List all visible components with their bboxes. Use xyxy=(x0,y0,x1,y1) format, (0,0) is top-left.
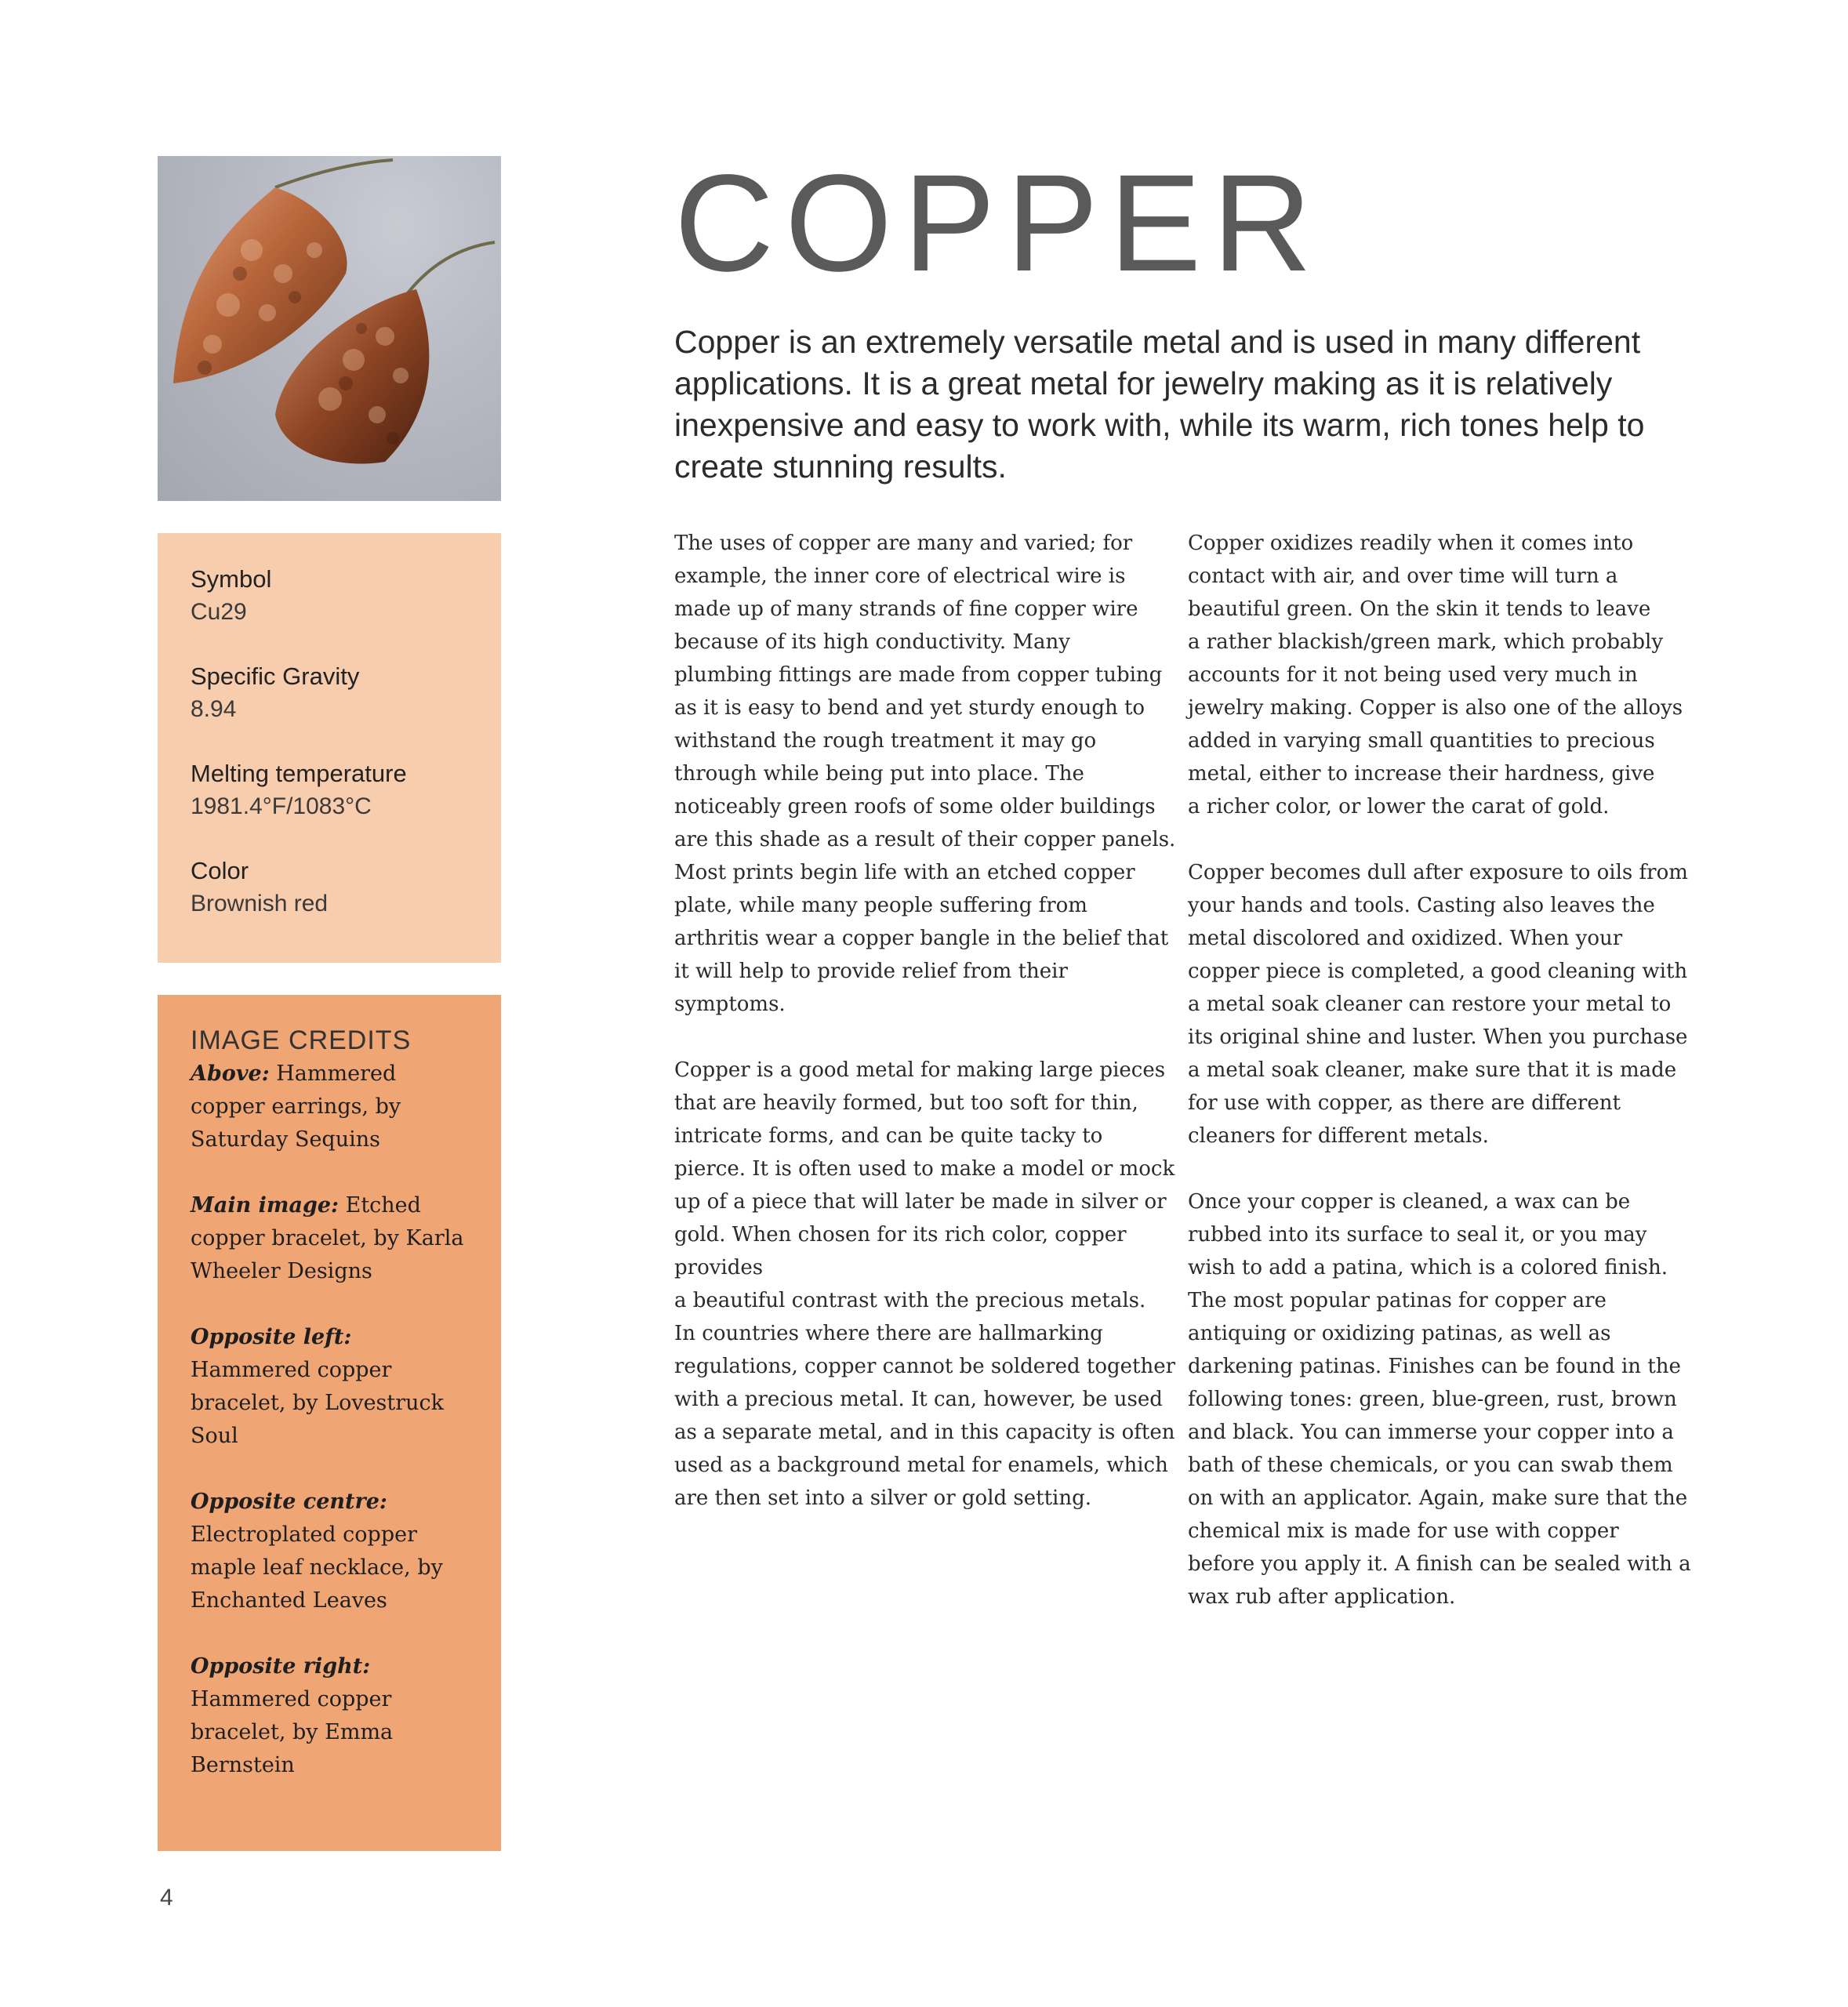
fact-value: 8.94 xyxy=(191,696,237,722)
body-line: example, the inner core of electrical wire is xyxy=(674,564,1126,588)
credit-item xyxy=(191,1486,468,1617)
credit-item xyxy=(191,1189,468,1288)
credit-text: Electroplated copper maple leaf necklace, by Enchanted Leaves xyxy=(191,1522,443,1613)
body-line: rubbed into its surface to seal it, or you may xyxy=(1188,1223,1647,1247)
body-line: because of its high conductivity. Many xyxy=(674,630,1070,654)
metal-facts-panel xyxy=(158,533,501,963)
body-line: accounts for it not being used very much in xyxy=(1188,663,1638,687)
body-line: plumbing fittings are made from copper tubing xyxy=(674,663,1163,687)
copper-earrings-image xyxy=(158,156,501,501)
body-line: bath of these chemicals, or you can swab them xyxy=(1188,1454,1673,1477)
body-line: wax rub after application. xyxy=(1188,1585,1456,1609)
credit-item xyxy=(191,1058,468,1156)
fact-label: Color xyxy=(191,857,249,884)
body-line: gold. When chosen for its rich color, copper xyxy=(674,1223,1127,1247)
body-column-right xyxy=(1188,527,1690,1646)
body-line: up of a piece that will later be made in silver or xyxy=(674,1190,1167,1214)
body-line: as a separate metal, and in this capacity is often xyxy=(674,1421,1175,1444)
body-line: a metal soak cleaner can restore your metal to xyxy=(1188,993,1672,1016)
body-line: your hands and tools. Casting also leaves the xyxy=(1188,894,1655,917)
body-line: pierce. It is often used to make a model or mock xyxy=(674,1157,1175,1181)
body-line: following tones: green, blue-green, rust, brown xyxy=(1188,1388,1677,1411)
credit-lead: Opposite left: xyxy=(191,1325,352,1349)
body-line: as it is easy to bend and yet sturdy enough to xyxy=(674,696,1145,720)
body-line: through while being put into place. The xyxy=(674,762,1084,786)
fact-label: Symbol xyxy=(191,565,272,593)
fact-value: 1981.4°F/1083°C xyxy=(191,793,372,819)
body-line: The most popular patinas for copper are xyxy=(1188,1289,1607,1312)
body-line: added in varying small quantities to precious xyxy=(1188,729,1655,753)
fact-symbol xyxy=(191,563,468,629)
body-line: its original shine and luster. When you purchase xyxy=(1188,1025,1688,1049)
body-line: made up of many strands of fine copper wire xyxy=(674,597,1138,621)
body-line: wish to add a patina, which is a colored finish. xyxy=(1188,1256,1668,1279)
credit-text: Etched copper bracelet, by Karla Wheeler Designs xyxy=(191,1193,464,1283)
body-line: intricate forms, and can be quite tacky to xyxy=(674,1124,1103,1148)
body-line: plate, while many people suffering from xyxy=(674,894,1087,917)
body-paragraph xyxy=(1188,527,1690,823)
body-line: are this shade as a result of their copper panels. xyxy=(674,828,1176,851)
body-line: Copper becomes dull after exposure to oils from xyxy=(1188,861,1688,884)
body-line: In countries where there are hallmarking xyxy=(674,1322,1103,1345)
intro-paragraph: Copper is an extremely versatile metal and is used in many different applications. It is a great metal for jewelry making as it is relatively inexpensive and easy to work with, while its warm, rich tones help to create stunning results. xyxy=(674,324,1645,485)
body-line: Copper is a good metal for making large pieces xyxy=(674,1058,1166,1082)
fact-specific-gravity xyxy=(191,660,468,726)
fact-value: Cu29 xyxy=(191,599,247,625)
body-line: for use with copper, as there are different xyxy=(1188,1091,1621,1115)
credit-lead: Opposite centre: xyxy=(191,1490,387,1514)
body-line: beautiful green. On the skin it tends to leave xyxy=(1188,597,1651,621)
body-line: antiquing or oxidizing patinas, as well as xyxy=(1188,1322,1611,1345)
body-line: before you apply it. A finish can be sealed with a xyxy=(1188,1552,1691,1576)
body-line: metal, either to increase their hardness, give xyxy=(1188,762,1655,786)
body-paragraph xyxy=(674,1054,1176,1515)
body-line: contact with air, and over time will turn a xyxy=(1188,564,1618,588)
fact-color xyxy=(191,855,468,920)
credit-text: Hammered copper earrings, by Saturday Sequins xyxy=(191,1062,401,1152)
body-line: provides xyxy=(674,1256,764,1279)
credit-text: Hammered copper bracelet, by Lovestruck Soul xyxy=(191,1358,445,1448)
body-line: darkening patinas. Finishes can be found in the xyxy=(1188,1355,1681,1378)
body-line: metal discolored and oxidized. When your xyxy=(1188,927,1623,950)
body-line: jewelry making. Copper is also one of the alloys xyxy=(1188,696,1683,720)
credit-lead: Main image: xyxy=(191,1193,339,1218)
body-line: a rather blackish/green mark, which probably xyxy=(1188,630,1664,654)
body-line: on with an applicator. Again, make sure that the xyxy=(1188,1486,1688,1510)
body-line: it will help to provide relief from their xyxy=(674,960,1068,983)
body-line: used as a background metal for enamels, which xyxy=(674,1454,1168,1477)
body-line: a metal soak cleaner, make sure that it is made xyxy=(1188,1058,1677,1082)
body-column-left xyxy=(674,527,1176,1548)
body-line: that are heavily formed, but too soft for thin, xyxy=(674,1091,1138,1115)
body-line: regulations, copper cannot be soldered together xyxy=(674,1355,1176,1378)
credit-item xyxy=(191,1650,468,1782)
credit-text: Hammered copper bracelet, by Emma Bernstein xyxy=(191,1687,394,1777)
body-line: chemical mix is made for use with copper xyxy=(1188,1519,1619,1543)
body-line: with a precious metal. It can, however, be used xyxy=(674,1388,1163,1411)
image-credits-panel xyxy=(158,995,501,1851)
body-line: Once your copper is cleaned, a wax can be xyxy=(1188,1190,1631,1214)
body-line: are then set into a silver or gold setting. xyxy=(674,1486,1092,1510)
body-line: cleaners for different metals. xyxy=(1188,1124,1489,1148)
body-line: arthritis wear a copper bangle in the belief that xyxy=(674,927,1169,950)
body-line: a beautiful contrast with the precious metals. xyxy=(674,1289,1146,1312)
body-line: a richer color, or lower the carat of gold. xyxy=(1188,795,1610,818)
credit-lead: Opposite right: xyxy=(191,1654,371,1679)
fact-label: Specific Gravity xyxy=(191,662,360,690)
earrings-photo xyxy=(158,156,501,501)
body-line: Most prints begin life with an etched copper xyxy=(674,861,1135,884)
credits-title: IMAGE CREDITS xyxy=(191,1025,412,1055)
fact-label: Melting temperature xyxy=(191,760,407,787)
fact-value: Brownish red xyxy=(191,891,329,916)
body-line: The uses of copper are many and varied; for xyxy=(674,532,1133,555)
page-number: 4 xyxy=(160,1885,173,1911)
body-line: Copper oxidizes readily when it comes into xyxy=(1188,532,1634,555)
body-line: copper piece is completed, a good cleaning with xyxy=(1188,960,1688,983)
credit-lead: Above: xyxy=(191,1062,270,1086)
body-line: symptoms. xyxy=(674,993,786,1016)
page-title: COPPER xyxy=(674,147,1323,300)
body-line: withstand the rough treatment it may go xyxy=(674,729,1097,753)
body-line: noticeably green roofs of some older buildings xyxy=(674,795,1156,818)
body-paragraph xyxy=(1188,1185,1690,1613)
body-paragraph xyxy=(1188,856,1690,1152)
fact-melting-temperature xyxy=(191,757,468,823)
body-paragraph xyxy=(674,527,1176,1021)
body-line: and black. You can immerse your copper into a xyxy=(1188,1421,1674,1444)
credit-item xyxy=(191,1321,468,1453)
